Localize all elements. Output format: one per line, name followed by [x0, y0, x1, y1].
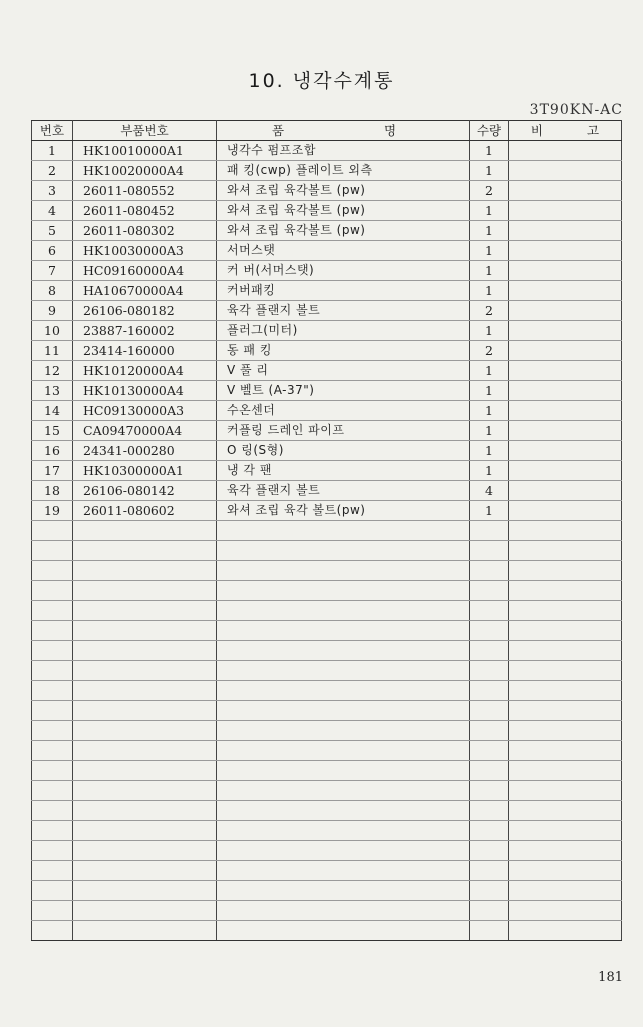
cell-note — [509, 541, 622, 561]
cell-name — [217, 561, 470, 581]
page-number: 181 — [598, 970, 623, 985]
cell-no: 8 — [32, 281, 73, 301]
cell-name — [217, 521, 470, 541]
header-name-right: 명 — [384, 123, 397, 138]
cell-part-number — [73, 841, 217, 861]
cell-no — [32, 841, 73, 861]
table-row — [32, 461, 622, 481]
cell-part-number — [73, 721, 217, 741]
cell-qty — [470, 721, 509, 741]
table-body — [32, 141, 622, 941]
cell-note — [509, 281, 622, 301]
cell-part-number: 26106-080142 — [73, 481, 217, 501]
table-header-row — [32, 121, 622, 141]
cell-part-number — [73, 861, 217, 881]
cell-note — [509, 901, 622, 921]
cell-no — [32, 901, 73, 921]
cell-part-number: 24341-000280 — [73, 441, 217, 461]
cell-no — [32, 621, 73, 641]
cell-name — [217, 761, 470, 781]
table-row — [32, 181, 622, 201]
table-row — [32, 681, 622, 701]
table-row — [32, 361, 622, 381]
cell-part-number — [73, 821, 217, 841]
cell-no — [32, 801, 73, 821]
cell-no: 14 — [32, 401, 73, 421]
table-row — [32, 341, 622, 361]
cell-note — [509, 581, 622, 601]
table-row — [32, 161, 622, 181]
cell-name — [217, 721, 470, 741]
cell-qty — [470, 921, 509, 941]
cell-name: 육각 플랜지 볼트 — [217, 301, 470, 321]
table-row — [32, 201, 622, 221]
cell-part-number — [73, 661, 217, 681]
cell-note — [509, 301, 622, 321]
cell-note — [509, 601, 622, 621]
cell-no: 7 — [32, 261, 73, 281]
cell-part-number: 26011-080452 — [73, 201, 217, 221]
cell-note — [509, 441, 622, 461]
cell-note — [509, 861, 622, 881]
cell-part-number — [73, 921, 217, 941]
table-row — [32, 761, 622, 781]
cell-part-number: HK10030000A3 — [73, 241, 217, 261]
cell-note — [509, 641, 622, 661]
cell-part-number: HK10130000A4 — [73, 381, 217, 401]
table-row — [32, 441, 622, 461]
cell-no — [32, 761, 73, 781]
cell-no: 4 — [32, 201, 73, 221]
cell-part-number — [73, 781, 217, 801]
cell-part-number — [73, 901, 217, 921]
cell-qty: 4 — [470, 481, 509, 501]
cell-no — [32, 881, 73, 901]
table-row — [32, 601, 622, 621]
cell-qty — [470, 881, 509, 901]
cell-no — [32, 541, 73, 561]
cell-name — [217, 621, 470, 641]
cell-part-number — [73, 681, 217, 701]
cell-qty: 1 — [470, 221, 509, 241]
cell-no: 11 — [32, 341, 73, 361]
table-row — [32, 421, 622, 441]
cell-note — [509, 141, 622, 161]
cell-part-number: HC09160000A4 — [73, 261, 217, 281]
cell-no: 3 — [32, 181, 73, 201]
cell-no — [32, 561, 73, 581]
cell-name: 동 패 킹 — [217, 341, 470, 361]
cell-note — [509, 881, 622, 901]
cell-no: 9 — [32, 301, 73, 321]
cell-no — [32, 601, 73, 621]
cell-qty: 1 — [470, 501, 509, 521]
cell-part-number — [73, 801, 217, 821]
table-row — [32, 581, 622, 601]
cell-qty — [470, 541, 509, 561]
cell-part-number — [73, 761, 217, 781]
cell-note — [509, 381, 622, 401]
cell-name — [217, 581, 470, 601]
cell-qty: 1 — [470, 141, 509, 161]
table-row — [32, 861, 622, 881]
table-row — [32, 641, 622, 661]
table-row — [32, 881, 622, 901]
header-qty: 수량 — [470, 121, 509, 141]
cell-qty — [470, 661, 509, 681]
cell-name: 와셔 조립 육각볼트 (pw) — [217, 201, 470, 221]
cell-note — [509, 821, 622, 841]
cell-note — [509, 661, 622, 681]
table-row — [32, 901, 622, 921]
table-row — [32, 401, 622, 421]
cell-name: 와셔 조립 육각 볼트(pw) — [217, 501, 470, 521]
cell-no — [32, 521, 73, 541]
cell-no — [32, 701, 73, 721]
cell-note — [509, 321, 622, 341]
table-row — [32, 561, 622, 581]
cell-note — [509, 181, 622, 201]
cell-name — [217, 601, 470, 621]
cell-part-number: HK10300000A1 — [73, 461, 217, 481]
cell-no: 2 — [32, 161, 73, 181]
cell-qty — [470, 641, 509, 661]
table-row — [32, 281, 622, 301]
cell-part-number — [73, 881, 217, 901]
cell-no — [32, 741, 73, 761]
header-note-right: 고 — [586, 123, 600, 138]
cell-note — [509, 481, 622, 501]
header-name-left: 품 — [272, 123, 285, 138]
cell-name — [217, 741, 470, 761]
cell-qty — [470, 561, 509, 581]
cell-part-number — [73, 561, 217, 581]
cell-no: 18 — [32, 481, 73, 501]
cell-name — [217, 921, 470, 941]
cell-name — [217, 821, 470, 841]
cell-qty: 1 — [470, 361, 509, 381]
cell-note — [509, 241, 622, 261]
cell-part-number — [73, 701, 217, 721]
cell-part-number — [73, 521, 217, 541]
cell-no: 19 — [32, 501, 73, 521]
cell-name: V 벨트 (A-37") — [217, 381, 470, 401]
cell-qty — [470, 621, 509, 641]
cell-qty: 1 — [470, 161, 509, 181]
cell-part-number — [73, 601, 217, 621]
cell-part-number — [73, 621, 217, 641]
cell-note — [509, 261, 622, 281]
cell-part-number — [73, 541, 217, 561]
cell-qty — [470, 861, 509, 881]
cell-name: 커버패킹 — [217, 281, 470, 301]
table-row — [32, 821, 622, 841]
cell-no — [32, 721, 73, 741]
cell-part-number: HK10010000A1 — [73, 141, 217, 161]
cell-qty — [470, 781, 509, 801]
cell-no: 17 — [32, 461, 73, 481]
cell-no — [32, 641, 73, 661]
cell-name: 커 버(서머스탯) — [217, 261, 470, 281]
table-row — [32, 261, 622, 281]
cell-qty: 1 — [470, 241, 509, 261]
header-note-left: 비 — [530, 123, 543, 138]
cell-note — [509, 681, 622, 701]
cell-name: O 링(S형) — [217, 441, 470, 461]
cell-note — [509, 701, 622, 721]
cell-name: 냉각수 펌프조합 — [217, 141, 470, 161]
cell-name: 와셔 조립 육각볼트 (pw) — [217, 221, 470, 241]
cell-note — [509, 621, 622, 641]
cell-qty — [470, 901, 509, 921]
cell-name: 커플링 드레인 파이프 — [217, 421, 470, 441]
cell-qty: 2 — [470, 301, 509, 321]
cell-part-number — [73, 581, 217, 601]
table-row — [32, 241, 622, 261]
table-row — [32, 521, 622, 541]
cell-name — [217, 681, 470, 701]
cell-name — [217, 781, 470, 801]
cell-qty: 1 — [470, 401, 509, 421]
cell-no — [32, 781, 73, 801]
cell-part-number: 26011-080302 — [73, 221, 217, 241]
cell-part-number: HK10120000A4 — [73, 361, 217, 381]
header-part-number: 부품번호 — [73, 121, 217, 141]
cell-note — [509, 161, 622, 181]
page-title: 10. 냉각수계통 — [248, 70, 395, 92]
cell-no: 16 — [32, 441, 73, 461]
cell-part-number: 23414-160000 — [73, 341, 217, 361]
cell-part-number: CA09470000A4 — [73, 421, 217, 441]
cell-note — [509, 501, 622, 521]
cell-no — [32, 861, 73, 881]
cell-no: 10 — [32, 321, 73, 341]
cell-qty — [470, 801, 509, 821]
cell-note — [509, 741, 622, 761]
cell-note — [509, 521, 622, 541]
cell-name — [217, 801, 470, 821]
cell-qty — [470, 581, 509, 601]
table-row — [32, 621, 622, 641]
cell-note — [509, 361, 622, 381]
cell-part-number: 26106-080182 — [73, 301, 217, 321]
cell-qty: 1 — [470, 261, 509, 281]
cell-name — [217, 641, 470, 661]
cell-part-number — [73, 641, 217, 661]
cell-name: 육각 플랜지 볼트 — [217, 481, 470, 501]
table-row — [32, 541, 622, 561]
cell-name — [217, 861, 470, 881]
cell-no: 1 — [32, 141, 73, 161]
table-row — [32, 501, 622, 521]
cell-part-number: 23887-160002 — [73, 321, 217, 341]
cell-name — [217, 701, 470, 721]
cell-qty — [470, 601, 509, 621]
cell-name: 패 킹(cwp) 플레이트 외측 — [217, 161, 470, 181]
cell-qty: 1 — [470, 421, 509, 441]
table-row — [32, 321, 622, 341]
cell-name: 서머스탯 — [217, 241, 470, 261]
cell-no — [32, 921, 73, 941]
table-row — [32, 381, 622, 401]
cell-part-number: 26011-080602 — [73, 501, 217, 521]
cell-qty — [470, 841, 509, 861]
cell-name: 수온센더 — [217, 401, 470, 421]
cell-note — [509, 921, 622, 941]
cell-name: V 풀 리 — [217, 361, 470, 381]
table-row — [32, 801, 622, 821]
cell-no: 15 — [32, 421, 73, 441]
cell-no: 13 — [32, 381, 73, 401]
cell-note — [509, 721, 622, 741]
cell-name — [217, 841, 470, 861]
cell-part-number — [73, 741, 217, 761]
cell-qty: 1 — [470, 381, 509, 401]
cell-qty: 2 — [470, 181, 509, 201]
cell-name: 와셔 조립 육각볼트 (pw) — [217, 181, 470, 201]
cell-qty — [470, 521, 509, 541]
cell-note — [509, 761, 622, 781]
cell-name — [217, 661, 470, 681]
cell-qty: 1 — [470, 321, 509, 341]
table-row — [32, 661, 622, 681]
cell-no — [32, 581, 73, 601]
cell-qty: 2 — [470, 341, 509, 361]
table-row — [32, 721, 622, 741]
cell-name: 플러그(미터) — [217, 321, 470, 341]
cell-note — [509, 201, 622, 221]
cell-no: 6 — [32, 241, 73, 261]
cell-name — [217, 901, 470, 921]
table-row — [32, 741, 622, 761]
table-row — [32, 301, 622, 321]
parts-table — [31, 120, 622, 941]
table-row — [32, 141, 622, 161]
cell-name — [217, 881, 470, 901]
cell-no — [32, 821, 73, 841]
cell-note — [509, 561, 622, 581]
header-name — [217, 121, 470, 141]
cell-part-number: HA10670000A4 — [73, 281, 217, 301]
cell-note — [509, 801, 622, 821]
cell-qty: 1 — [470, 441, 509, 461]
cell-note — [509, 341, 622, 361]
cell-name: 냉 각 팬 — [217, 461, 470, 481]
table-row — [32, 781, 622, 801]
cell-name — [217, 541, 470, 561]
cell-note — [509, 461, 622, 481]
table-row — [32, 221, 622, 241]
cell-qty: 1 — [470, 281, 509, 301]
cell-note — [509, 401, 622, 421]
cell-qty — [470, 761, 509, 781]
cell-note — [509, 421, 622, 441]
cell-note — [509, 781, 622, 801]
cell-qty — [470, 821, 509, 841]
table-row — [32, 701, 622, 721]
model-code: 3T90KN-AC — [529, 102, 623, 118]
cell-part-number: HK10020000A4 — [73, 161, 217, 181]
cell-qty — [470, 701, 509, 721]
cell-note — [509, 221, 622, 241]
cell-no — [32, 681, 73, 701]
cell-part-number: HC09130000A3 — [73, 401, 217, 421]
cell-qty — [470, 741, 509, 761]
cell-no — [32, 661, 73, 681]
table-row — [32, 921, 622, 941]
header-note — [509, 121, 622, 141]
table-row — [32, 841, 622, 861]
cell-note — [509, 841, 622, 861]
cell-qty: 1 — [470, 201, 509, 221]
header-no: 번호 — [32, 121, 73, 141]
cell-qty — [470, 681, 509, 701]
cell-no: 12 — [32, 361, 73, 381]
cell-part-number: 26011-080552 — [73, 181, 217, 201]
table-row — [32, 481, 622, 501]
cell-qty: 1 — [470, 461, 509, 481]
cell-no: 5 — [32, 221, 73, 241]
